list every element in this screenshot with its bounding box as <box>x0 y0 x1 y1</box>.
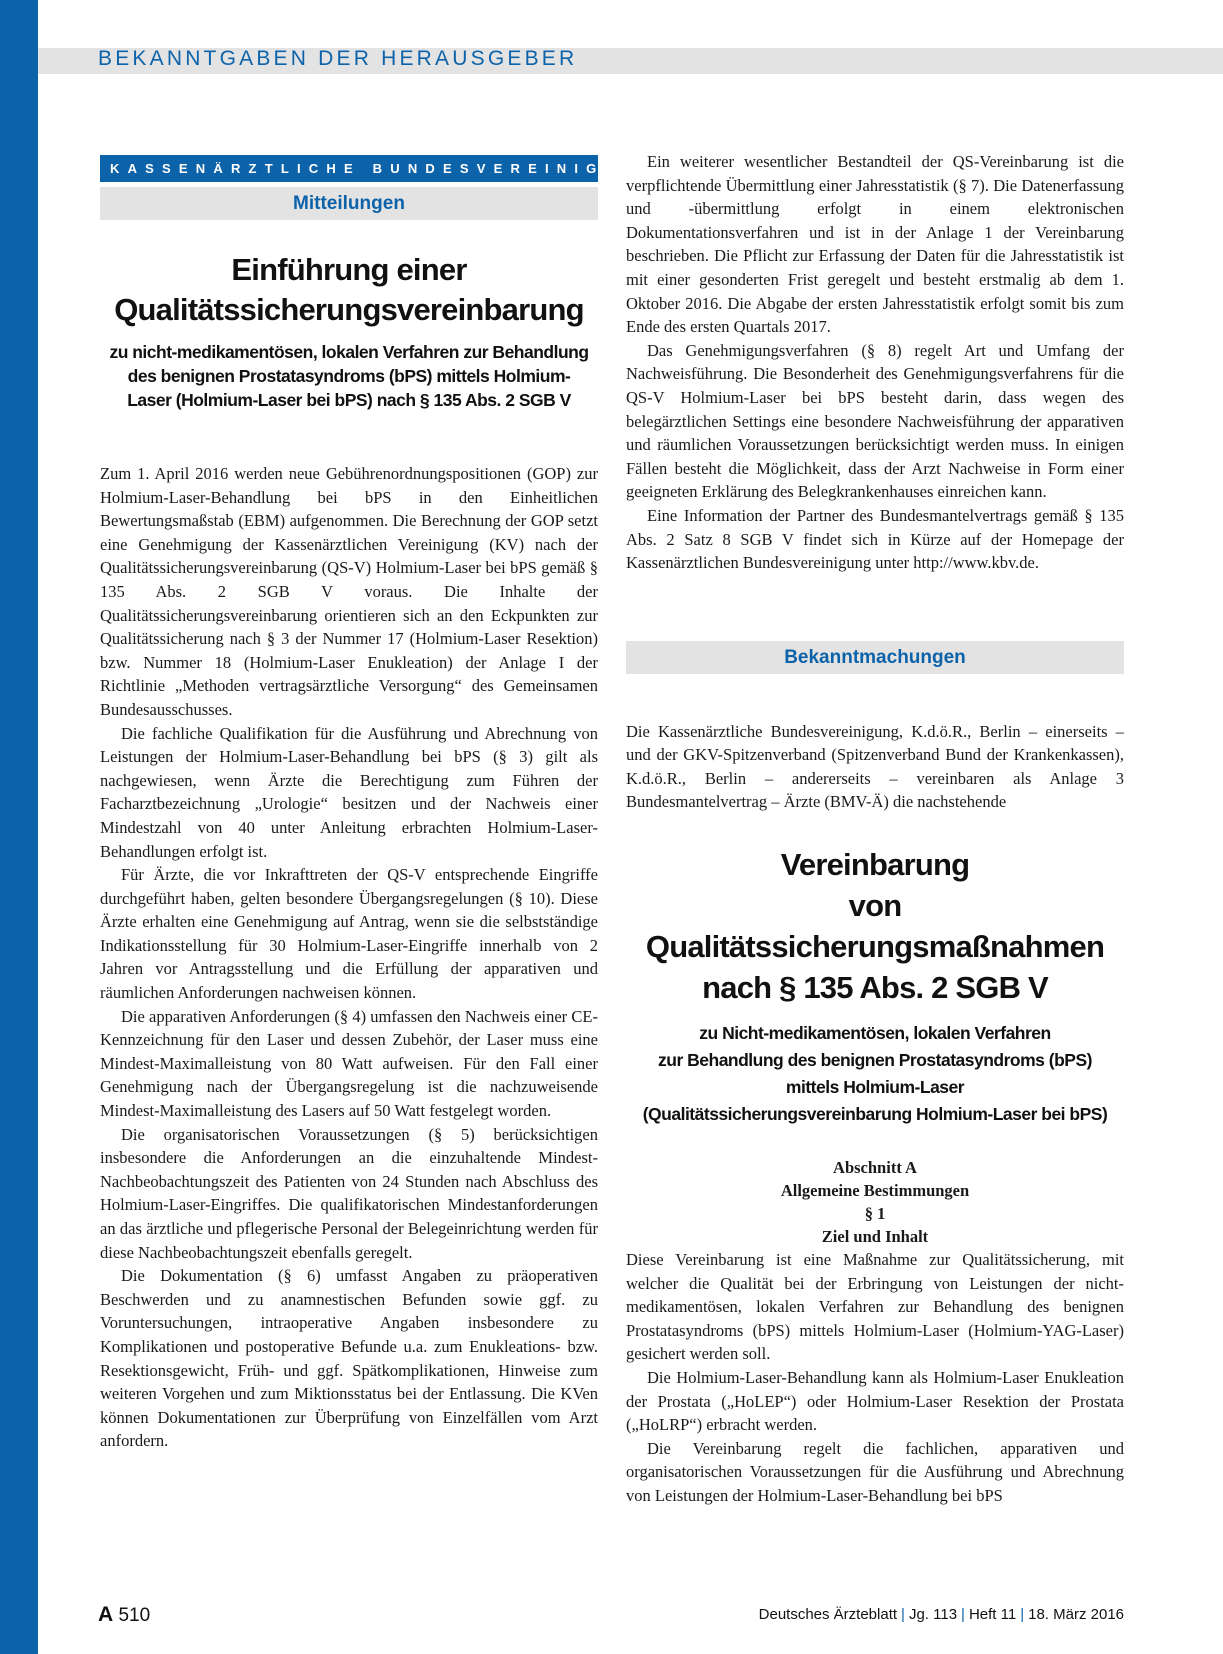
body-paragraph: Die Holmium-Laser-Behandlung kann als Holmium-Laser Enukleation der Prostata („HoLEP“) oder Holmium-Laser Resektion der Prostata („HoLRP“) erbracht werden. <box>626 1368 1124 1435</box>
journal-name: Deutsches Ärzteblatt <box>758 1606 898 1623</box>
agreement-subtitle-line: zur Behandlung des benignen Prostatasyndroms (bPS) <box>658 1050 1092 1071</box>
paragraph-number-heading: § 1 <box>864 1204 886 1224</box>
agreement-subtitle-line: zu Nicht-medikamentösen, lokalen Verfahren <box>699 1023 1051 1044</box>
page-number <box>98 1603 150 1627</box>
footer-separator: | <box>901 1606 905 1623</box>
article-subtitle-line: des benignen Prostatasyndroms (bPS) mittels Holmium- <box>127 366 571 386</box>
organization-bar: KASSENÄRZTLICHE BUNDESVEREINIGUNG <box>100 155 598 182</box>
agreement-title <box>626 844 1124 1008</box>
intro-paragraph: Die Kassenärztliche Bundesvereinigung, K.d.ö.R., Berlin – einerseits – und der GKV-Spitzenverband (Spitzenverband Bund der Krankenkassen), K.d.ö.R., Berlin – andererseits – vereinbaren als Anlage 3 Bundesmantelvertrag – Ärzte (BMV-Ä) die nachstehende <box>626 721 1124 812</box>
allgemeine-heading: Allgemeine Bestimmungen <box>780 1181 970 1201</box>
body-paragraph: Diese Vereinbarung ist eine Maßnahme zur Qualitätssicherung, mit welcher die Qualität bei der Erbringung von Leistungen der nicht-medikamentösen, lokalen Verfahren zur Behandlung des benignen Prostatasyndroms (bPS) mittels Holmium-Laser (Holmium-YAG-Laser) gesichert werden soll. <box>626 1250 1124 1364</box>
journal-issue: Heft 11 <box>968 1606 1017 1623</box>
abschnitt-heading: Abschnitt A <box>833 1158 917 1178</box>
section-title-bekanntmachungen: Bekanntmachungen <box>626 641 1124 674</box>
ziel-heading: Ziel und Inhalt <box>821 1227 929 1247</box>
article-title-line: Einführung einer <box>231 252 467 287</box>
article-title <box>100 250 598 330</box>
article-body <box>100 462 598 1453</box>
journal-date: 18. März 2016 <box>1028 1606 1124 1623</box>
agreement-subtitle <box>626 1020 1124 1128</box>
body-paragraph: Ein weiterer wesentlicher Bestandteil der QS-Vereinbarung ist die verpflichtende Übermittlung einer Jahresstatistik (§ 7). Die Datenerfassung und -übermittlung erfolgt in einem elektronischen Dokumentationsverfahren und ist in der Anlage 1 der Vereinbarung beschrieben. Die Pflicht zur Erfassung der Daten für die Jahresstatistik ist mit einer gesonderten Frist geregelt und besteht erstmalig ab dem 1. Oktober 2016. Die Abgabe der ersten Jahresstatistik erfolgt somit bis zum Ende des ersten Quartals 2017. <box>626 152 1124 337</box>
body-paragraph: Die Vereinbarung regelt die fachlichen, apparativen und organisatorischen Voraussetzungen für die Ausführung und Abrechnung von Leistungen der Holmium-Laser-Behandlung bei bPS <box>626 1438 1124 1505</box>
agreement-subtitle-line: mittels Holmium-Laser <box>785 1077 965 1098</box>
body-paragraph: Die apparativen Anforderungen (§ 4) umfassen den Nachweis einer CE-Kennzeichnung für den Laser und dessen Zubehör, der Laser muss eine Mindest-Maximalleistung von 80 Watt aufweisen. Für den Fall einer Genehmigung nach der Übergangsregelung ist die nachzuweisende Mindest-Maximalleistung des Lasers auf 50 Watt festgelegt worden. <box>100 1006 598 1121</box>
agreement-title-line: Vereinbarung <box>780 847 970 883</box>
body-paragraph: Eine Information der Partner des Bundesmantelvertrags gemäß § 135 Abs. 2 Satz 8 SGB V findet sich in Kürze auf der Homepage der Kassenärztlichen Bundesvereinigung unter http://www.kbv.de. <box>626 505 1124 573</box>
footer-separator: | <box>1020 1606 1025 1623</box>
agreement-title-line: von Qualitätssicherungsmaßnahmen <box>645 888 1105 965</box>
article-subtitle-line: zu nicht-medikamentösen, lokalen Verfahren zur Behandlung <box>109 342 589 362</box>
article-subtitle-line: Laser (Holmium-Laser bei bPS) nach § 135 Abs. 2 SGB V <box>127 390 571 410</box>
agreement-subtitle-line: (Qualitätssicherungsvereinbarung Holmium-Laser bei bPS) <box>642 1104 1108 1125</box>
article-subtitle <box>100 340 598 412</box>
section-title-mitteilungen: Mitteilungen <box>100 187 598 220</box>
agreement-title-line: nach § 135 Abs. 2 SGB V <box>702 970 1048 1006</box>
section-header-label: BEKANNTGABEN DER HERAUSGEBER <box>98 47 578 70</box>
sidebar-accent-bar <box>0 0 38 1654</box>
article-title-line: Qualitätssicherungsvereinbarung <box>114 292 584 327</box>
section-heading-block <box>626 1156 1124 1248</box>
footer-separator: | <box>961 1606 965 1623</box>
body-paragraph: Zum 1. April 2016 werden neue Gebührenordnungspositionen (GOP) zur Holmium-Laser-Behandlung bei bPS in den Einheitlichen Bewertungsmaßstab (EBM) aufgenommen. Die Berechnung der GOP setzt eine Genehmigung der Kassenärztlichen Vereinigung (KV) nach der Qualitätssicherungsvereinbarung (QS-V) Holmium-Laser bei bPS gemäß § 135 Abs. 2 SGB V voraus. Die Inhalte der Qualitätssicherungsvereinbarung orientieren sich an den Eckpunkten zur Qualitätssicherung nach § 3 der Nummer 17 (Holmium-Laser Resektion) bzw. Nummer 18 (Holmium-Laser Enukleation) der Anlage I der Richtlinie „Methoden vertragsärztliche Versorgung“ des Gemeinsamen Bundesausschusses. <box>100 464 598 719</box>
page-prefix: A <box>98 1603 114 1626</box>
right-column <box>626 150 1124 1508</box>
body-paragraph: Das Genehmigungsverfahren (§ 8) regelt Art und Umfang der Nachweisführung. Die Besonderheit des Genehmigungsverfahrens für die QS-V Holmium-Laser bei bPS besteht darin, dass wegen des belegärztlichen Settings eine besondere Nachweisführung der apparativen und räumlichen Voraussetzungen berücksichtigt werden muss. In einigen Fällen besteht die Möglichkeit, dass der Arzt Nachweise in Form einer geeigneten Erklärung des Belegkrankenhauses einreichen kann. <box>626 340 1124 502</box>
body-paragraph: Für Ärzte, die vor Inkrafttreten der QS-V entsprechende Eingriffe durchgeführt haben, gelten besondere Übergangsregelungen (§ 10). Diese Ärzte erhalten eine Genehmigung auf Antrag, wenn sie die selbstständige Indikationsstellung für 30 Holmium-Laser-Eingriffe innerhalb von 2 Jahren vor Antragsstellung und die Erfüllung der apparativen und räumlichen Anforderungen nachweisen können. <box>100 865 598 1003</box>
body-paragraph: Die fachliche Qualifikation für die Ausführung und Abrechnung von Leistungen der Holmium-Laser-Behandlung bei bPS (§ 3) gilt als nachgewiesen, wenn Ärzte die Berechtigung zum Führen der Facharztbezeichnung „Urologie“ besitzen und der Nachweis einer Mindestzahl von 40 unter Anleitung erbrachten Holmium-Laser-Behandlungen erfolgt ist. <box>100 723 598 861</box>
page-number-value: 510 <box>118 1605 151 1626</box>
body-paragraph: Die Dokumentation (§ 6) umfasst Angaben zu präoperativen Beschwerden und zu anamnestischen Befunden sowie ggf. zu Voruntersuchungen, intraoperative Angaben insbesondere zu Komplikationen und postoperative Befunde u.a. zum Enukleations- bzw. Resektionsgewicht, Früh- und ggf. Spätkomplikationen, Hinweise zum weiteren Vorgehen und zum Miktionsstatus bei der Entlassung. Die KVen können Dokumentationen zur Überprüfung von Einzelfällen vom Arzt anfordern. <box>100 1266 598 1451</box>
journal-volume: Jg. 113 <box>908 1606 958 1623</box>
body-paragraph: Die organisatorischen Voraussetzungen (§ 5) berücksichtigen insbesondere die Anforderungen an die einzuhaltende Mindest-Nachbeobachtungszeit des Patienten von 24 Stunden nach Abschluss des Holmium-Laser-Eingriffes. Die qualifikatorischen Mindestanforderungen an das ärztliche und pflegerische Personal der Belegeinrichtung werden für diese Nachbeobachtungszeit ebenfalls geregelt. <box>100 1124 598 1262</box>
journal-info <box>626 1606 1124 1623</box>
left-column <box>100 155 658 1453</box>
